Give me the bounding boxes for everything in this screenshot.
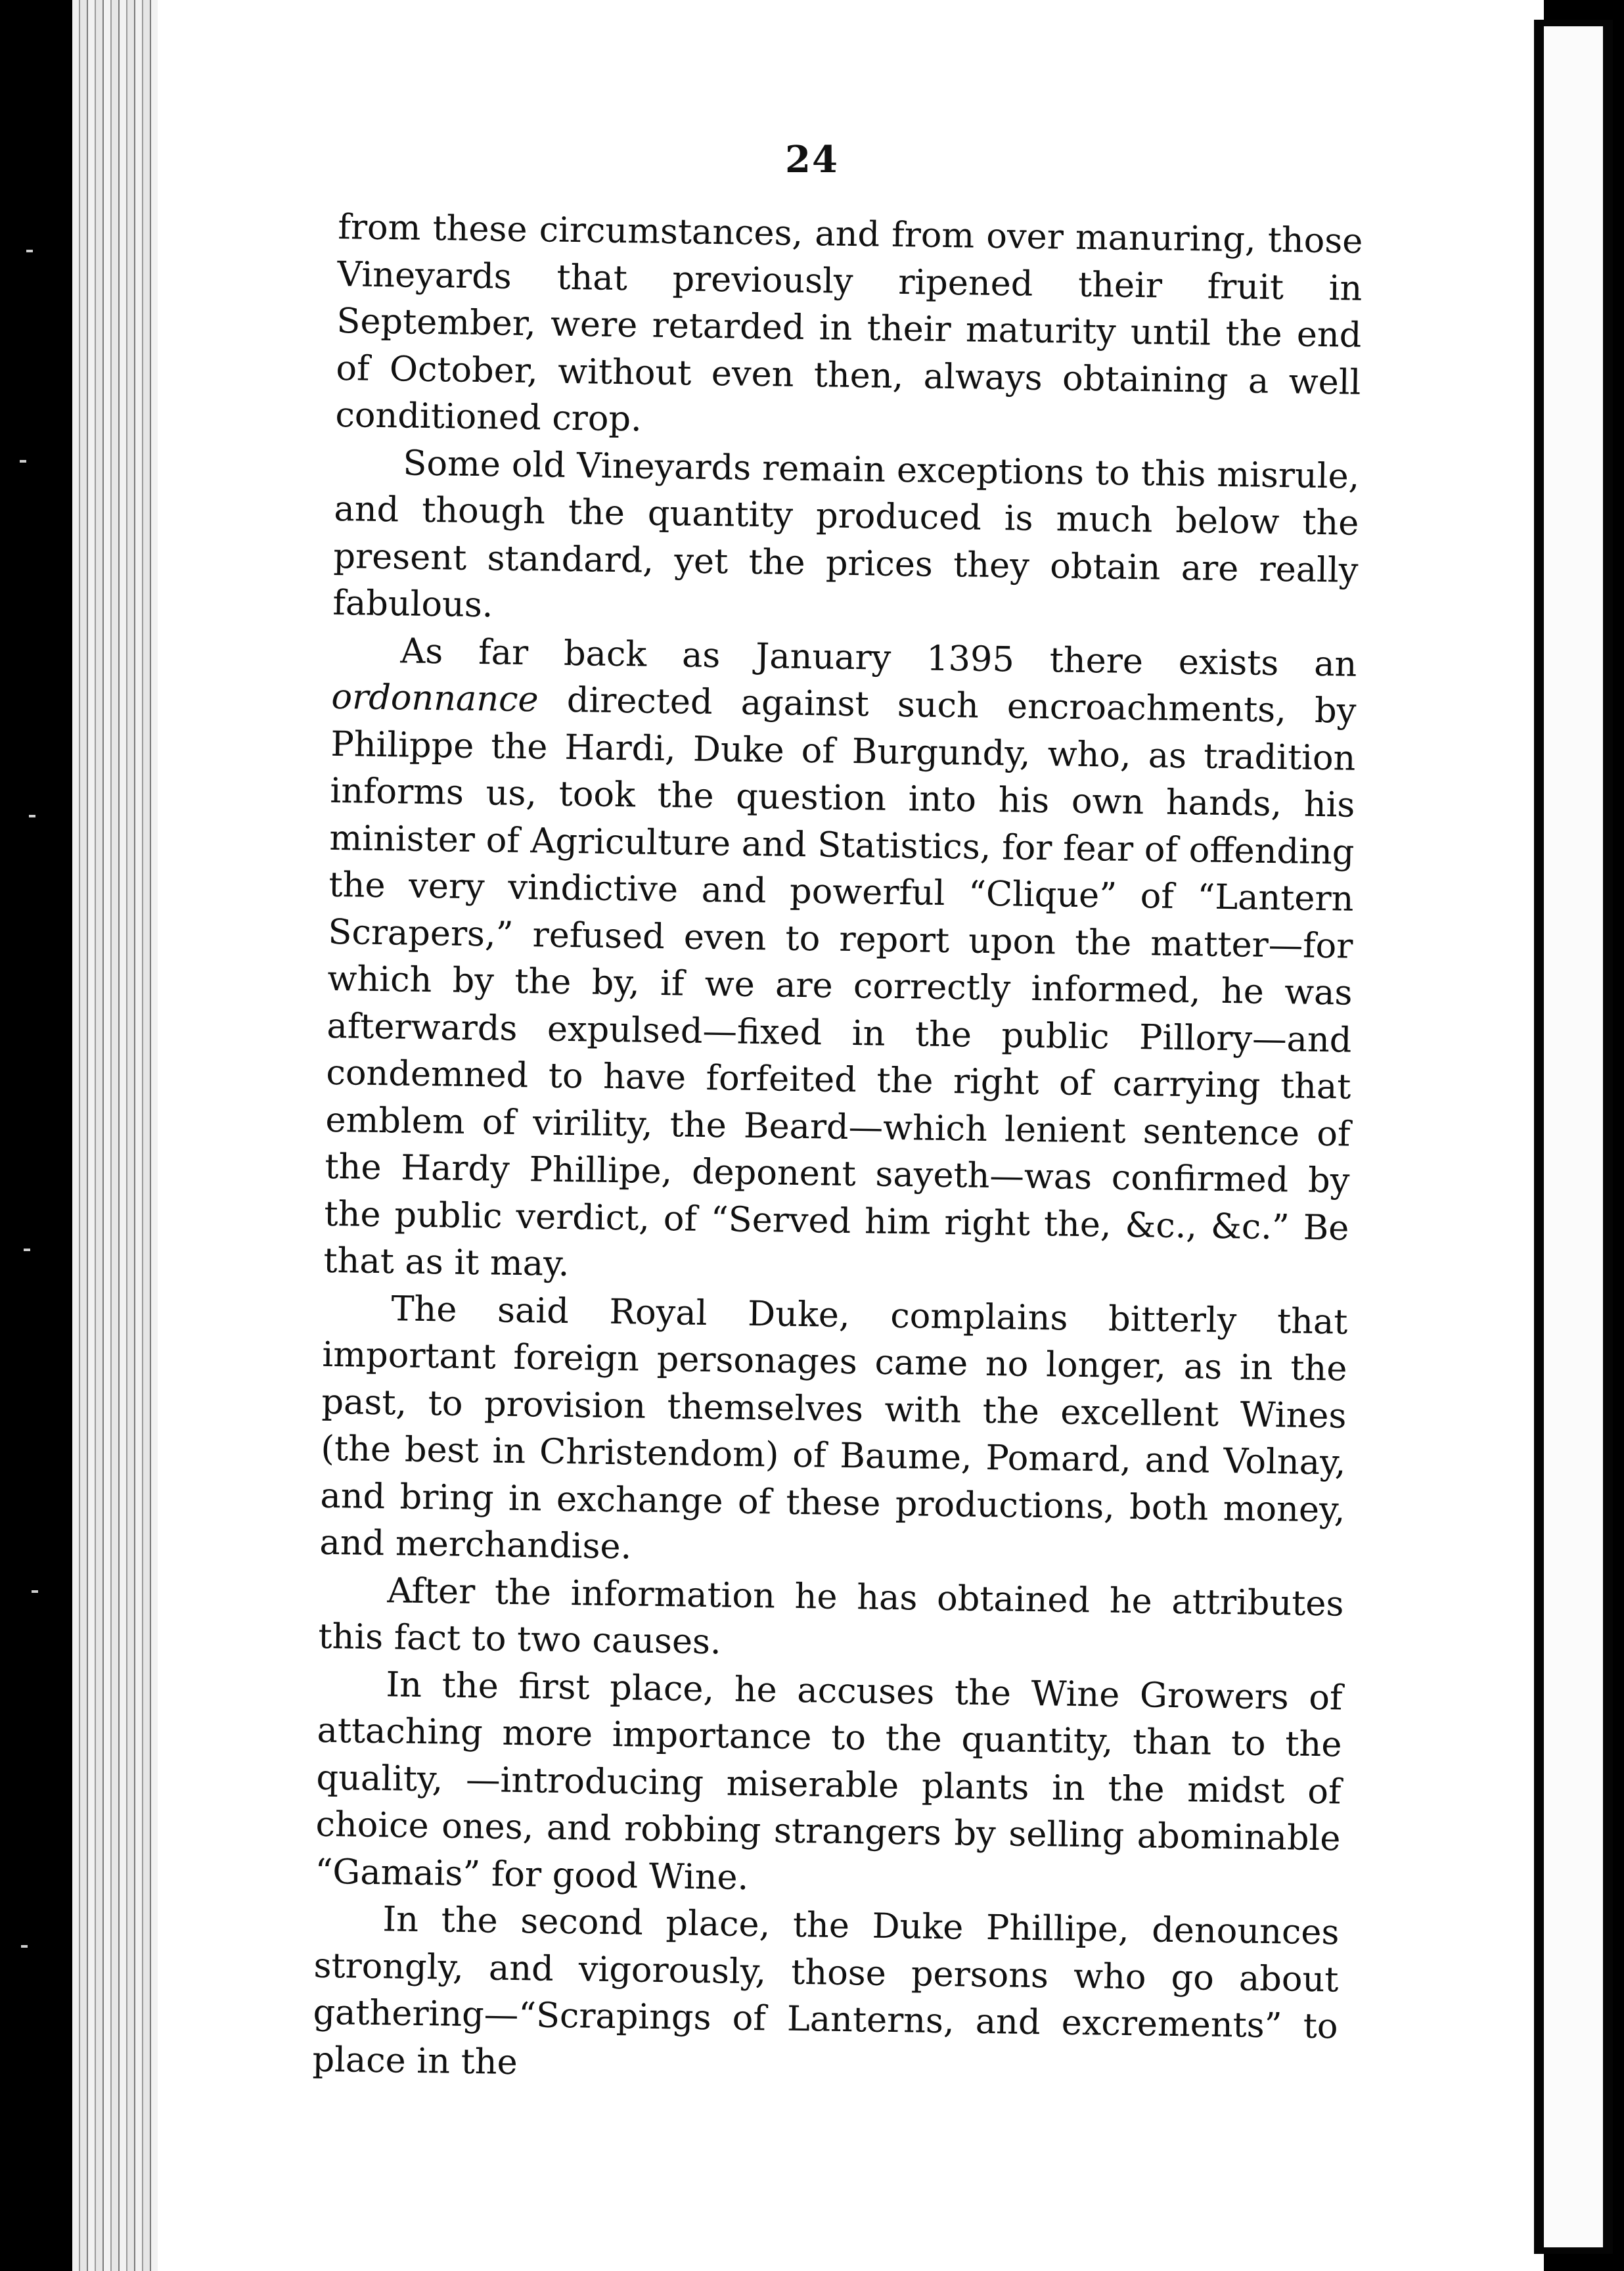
paragraph-3-rest: directed against such encroachments, by Philippe the Hardi, Duke of Burgundy, who, as tradition informs us, took the question into his own hands, his minister of Agriculture and Statistics, for fear of offending the very vindictive and powerful “Clique” of “Lantern Scrapers,” refused even to report upon the matter—for which by the by, if we are correctly informed, he was afterwards expulsed—fixed in the public Pillory—and condemned to have forfeited the right of carrying that emblem of virility, the Beard—which lenient sentence of the Hardy Phillipe, deponent sayeth—was confirmed by the public verdict, of “Served him right the, &c., &c.” Be that as it may. (323, 679, 1357, 1285)
facing-page-edge (1544, 26, 1603, 2247)
paragraph-7: In the second place, the Duke Phillipe, denounces strongly, and vigorously, those persons who go about gathering—“Scrapings of Lanterns, and excrements” to place in the (312, 1899, 1340, 2082)
scan-gutter (0, 0, 72, 2271)
scan-mark (29, 815, 35, 817)
ordonnance-term: ordonnance (331, 676, 539, 720)
paragraph-3 (323, 626, 1357, 1298)
scan-mark (21, 1945, 28, 1948)
paragraph-3-start: As far back as January 1395 there exists an (400, 630, 1357, 685)
scan-mark (32, 1590, 38, 1593)
scan-mark (24, 1249, 30, 1251)
book-page-edges (72, 0, 171, 2271)
paragraph-4: The said Royal Duke, complains bitterly that important foreign personages came no longer, as in the past, to provision themselves with the excellent Wines (the best in Christendom) of Baume, Pomard, and Volnay, and bring in exchange of these productions, both money, and merchandise. (319, 1288, 1348, 1567)
paragraph-1: from these circumstances, and from over manuring, those Vineyards that previously ripened their fruit in September, were retarded in their maturity until the end of October, without even then, always obtaining a well conditioned crop. (335, 206, 1363, 440)
paragraph-5: After the information he has obtained he attributes this fact to two causes. (318, 1570, 1344, 1663)
paragraph-6: In the first place, he accuses the Wine Growers of attaching more importance to the quantity, than to the quality, —introducing miserable plants in the midst of choice ones, and robbing strangers by selling abominable “Gamais” for good Wine. (315, 1664, 1343, 1898)
scan-mark (26, 250, 33, 252)
body-text (312, 204, 1363, 2098)
page-number: 24 (785, 138, 839, 181)
paragraph-2: Some old Vineyards remain exceptions to this misrule, and though the quantity produced is much below the present standard, yet the prices they obtain are really fabulous. (332, 442, 1360, 626)
scan-mark (20, 460, 26, 463)
